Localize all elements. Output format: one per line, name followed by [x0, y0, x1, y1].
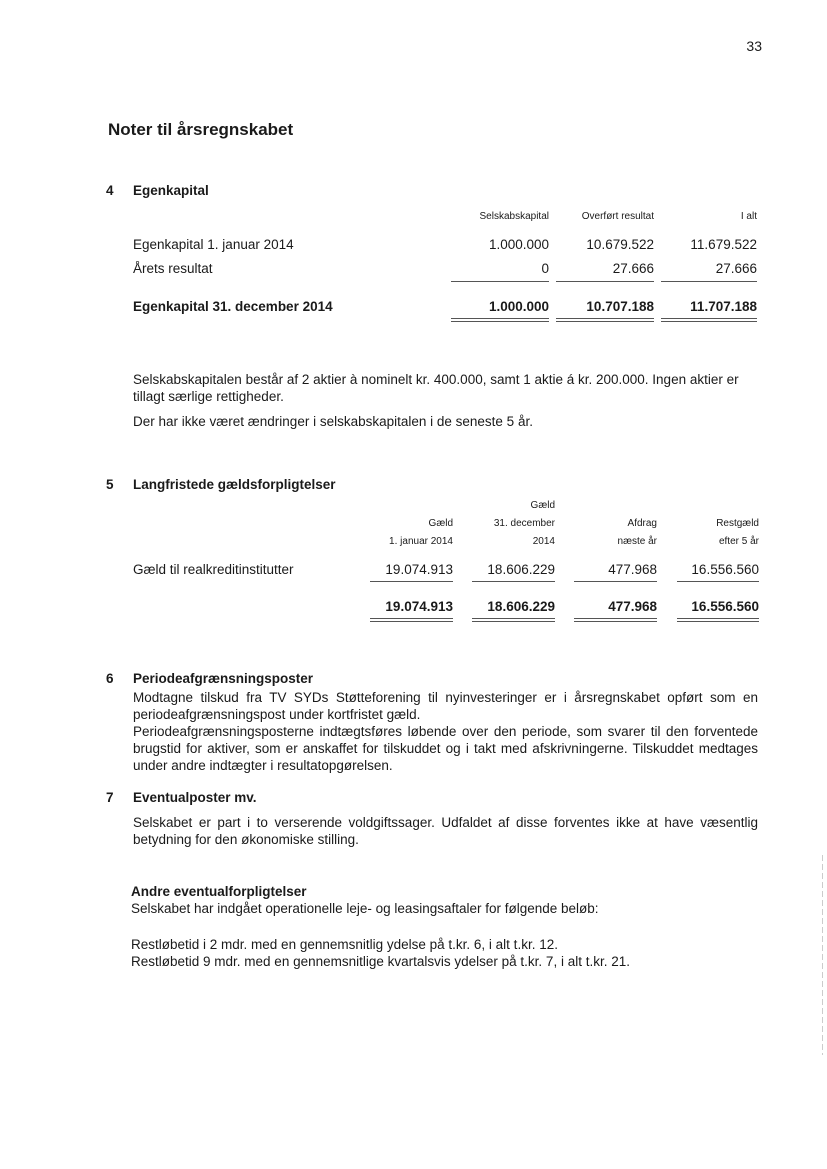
table-cell: 27.666	[715, 261, 757, 276]
total-double-rule	[472, 618, 555, 622]
page-number: 33	[746, 38, 762, 54]
subtotal-rule	[661, 281, 757, 282]
column-header: 31. december	[493, 518, 555, 529]
note-paragraph: Modtagne tilskud fra TV SYDs Støtteforening til nyinvesteringer er i årsregnskabet opført som en periodeafgrænsningspost under kortfristet gæld.	[133, 690, 758, 722]
note-paragraph: Selskabskapitalen består af 2 aktier à nominelt kr. 400.000, samt 1 aktie á kr. 200.000. Ingen aktier er tillagt særlige rettigheder.	[133, 372, 739, 404]
row-label: Egenkapital 31. december 2014	[133, 299, 333, 314]
subtotal-rule	[451, 281, 549, 282]
subtotal-rule	[370, 581, 453, 582]
total-cell: 477.968	[608, 599, 657, 614]
total-double-rule	[370, 618, 453, 622]
table-cell: 27.666	[612, 261, 654, 276]
note-number: 7	[106, 790, 114, 805]
total-cell: 16.556.560	[691, 599, 759, 614]
row-label: Årets resultat	[133, 261, 213, 276]
column-header: Selskabskapital	[479, 211, 549, 222]
note-title: Egenkapital	[133, 183, 209, 198]
column-header: efter 5 år	[718, 536, 759, 547]
column-header: Restgæld	[716, 518, 759, 529]
total-cell: 18.606.229	[487, 599, 555, 614]
row-label: Egenkapital 1. januar 2014	[133, 237, 294, 252]
note-title: Periodeafgrænsningsposter	[133, 671, 314, 686]
column-header: Afdrag	[627, 518, 657, 529]
note-paragraph: Der har ikke været ændringer i selskabskapitalen i de seneste 5 år.	[133, 414, 533, 429]
column-header: næste år	[617, 536, 657, 547]
note-paragraph: Selskabet er part i to verserende voldgiftssager. Udfaldet af disse forventes ikke at have væsentlig betydning for den økonomiske stilling.	[133, 815, 758, 847]
column-header: Gæld	[530, 500, 555, 511]
total-double-rule	[574, 618, 657, 622]
table-cell: 11.679.522	[690, 237, 757, 252]
lease-line: Restløbetid i 2 mdr. med en gennemsnitlig ydelse på t.kr. 6, i alt t.kr. 12.	[131, 937, 558, 952]
note-number: 5	[106, 477, 114, 492]
page-title: Noter til årsregnskabet	[108, 120, 294, 139]
table-cell: 16.556.560	[691, 562, 759, 577]
total-cell: 10.707.188	[586, 299, 654, 314]
subtotal-rule	[556, 281, 654, 282]
table-cell: 10.679.522	[586, 237, 654, 252]
column-header: I alt	[740, 211, 757, 222]
total-cell: 1.000.000	[488, 299, 549, 314]
column-header: Gæld	[428, 518, 453, 529]
total-double-rule	[556, 318, 654, 322]
subtotal-rule	[472, 581, 555, 582]
note-number: 6	[106, 671, 114, 686]
table-cell: 19.074.913	[385, 562, 453, 577]
subtotal-rule	[574, 581, 657, 582]
subtotal-rule	[677, 581, 759, 582]
total-cell: 11.707.188	[690, 299, 757, 314]
row-label: Gæld til realkreditinstitutter	[133, 562, 294, 577]
note-paragraph: Periodeafgrænsningsposterne indtægtsføres løbende over den periode, som svarer til den forventede brugstid for aktiver, som er anskaffet for tilskuddet og i takt med afskrivningerne. Tilskuddet medtages under andre indtægter i resultatopgørelsen.	[133, 724, 758, 773]
subsection-intro: Selskabet har indgået operationelle leje- og leasingsaftaler for følgende beløb:	[131, 901, 599, 916]
column-header: Overført resultat	[581, 211, 654, 222]
table-cell: 1.000.000	[488, 237, 549, 252]
lease-line: Restløbetid 9 mdr. med en gennemsnitlige kvartalsvis ydelser på t.kr. 7, i alt t.kr. 21.	[131, 954, 630, 969]
table-cell: 18.606.229	[487, 562, 555, 577]
table-cell: 477.968	[608, 562, 657, 577]
total-double-rule	[677, 618, 759, 622]
note-title: Eventualposter mv.	[133, 790, 257, 805]
total-cell: 19.074.913	[385, 599, 453, 614]
total-double-rule	[451, 318, 549, 322]
scan-edge-mark	[822, 855, 823, 1055]
note-number: 4	[106, 183, 114, 198]
note-title: Langfristede gældsforpligtelser	[133, 477, 336, 492]
total-double-rule	[661, 318, 757, 322]
column-header: 2014	[532, 536, 555, 547]
column-header: 1. januar 2014	[389, 536, 453, 547]
table-cell: 0	[541, 261, 549, 276]
subsection-title: Andre eventualforpligtelser	[131, 884, 307, 899]
